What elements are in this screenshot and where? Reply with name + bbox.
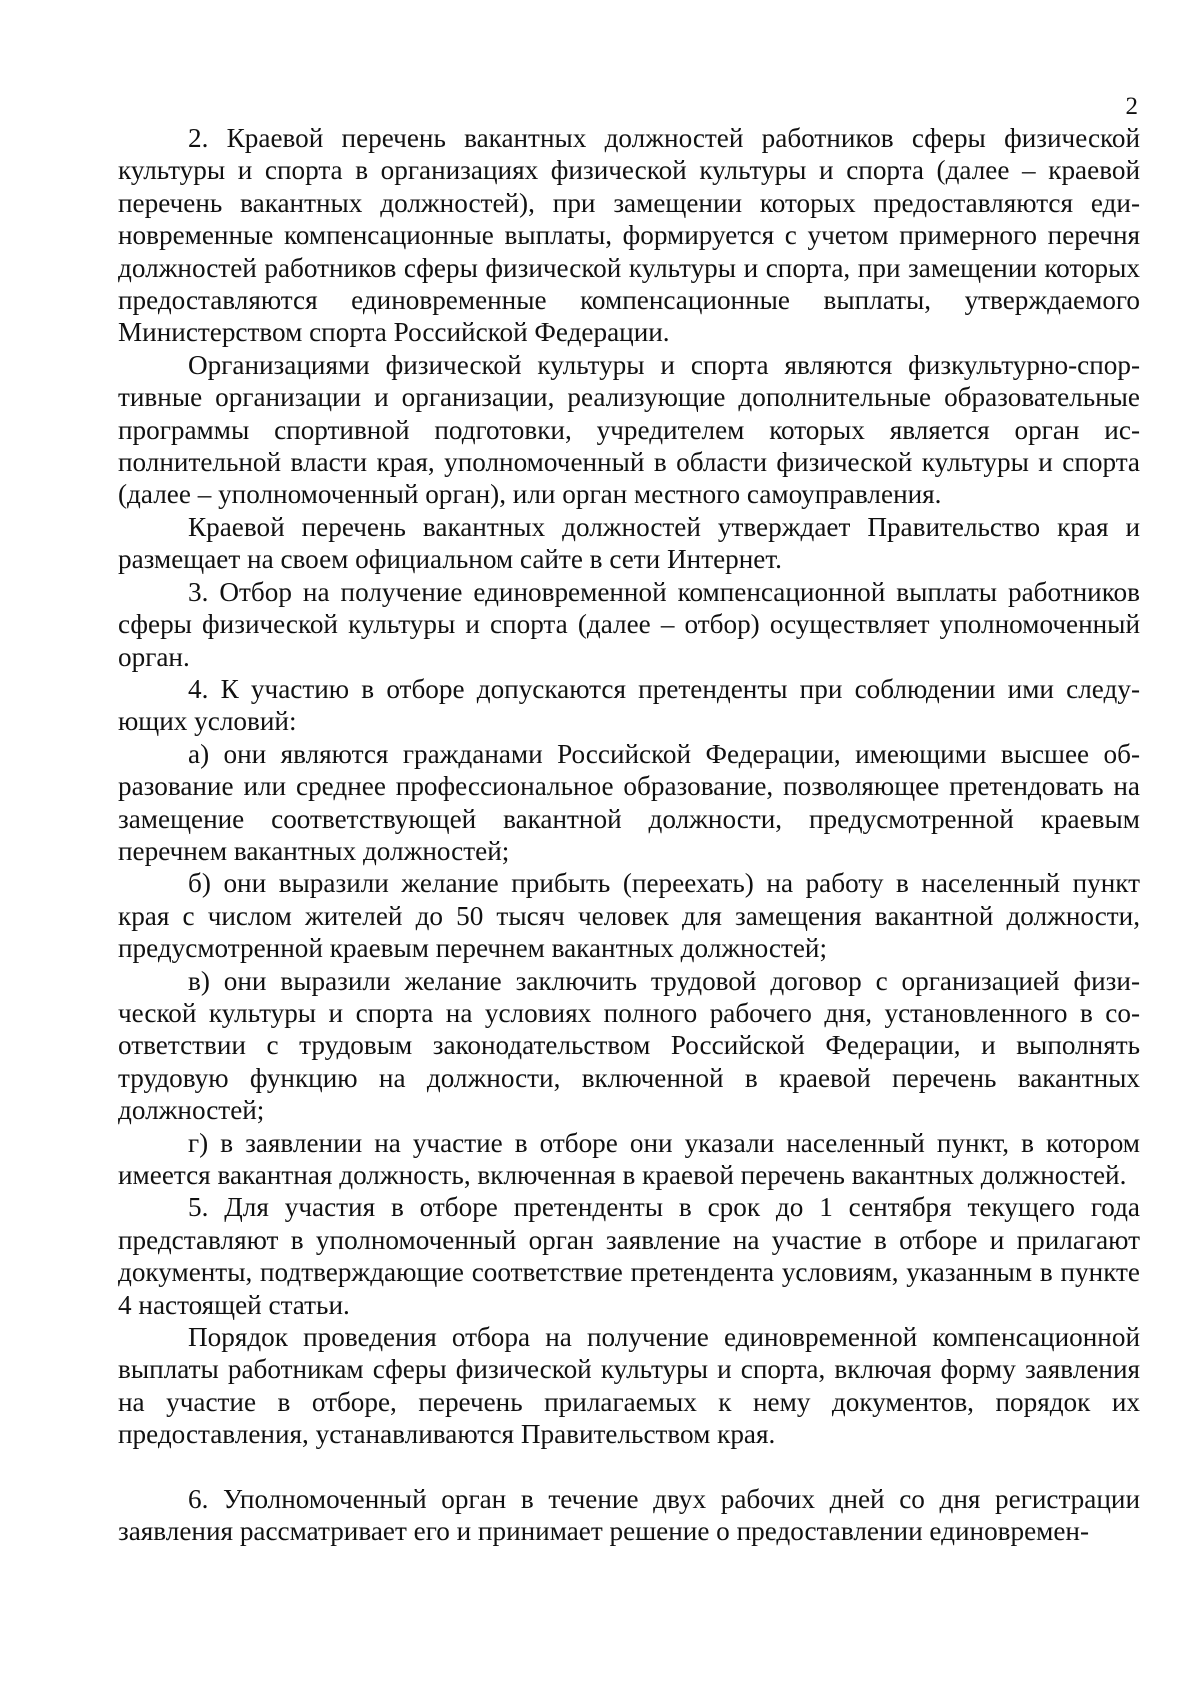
document-body: [118, 122, 1140, 1547]
paragraph-4-conditions: 4. К участию в отборе допускаются претенденты при соблюдении ими следующих условий:: [118, 673, 1140, 737]
paragraph-procedure: Порядок проведения отбора на получение единовременной компенсационной выплаты работникам сферы физической культуры и спорта, включая форму заявления на участие в отборе, перечень прилагаемых к нему документов, порядок их предоставления, устанавливаются Правительством края.: [118, 1322, 1140, 1450]
paragraph-2-intro: 2. Краевой перечень вакантных должностей работников сферы физической культуры и спорта в организациях физической культуры и спорта (далее – краевой перечень вакантных должностей), при замещении которых предоставляются единовременные компенсационные выплаты, формируется с учетом примерного перечня должностей работников сферы физической культуры и спорта, при замещении которых предоставляются единовременные компенсационные выплаты, утверждаемого Министерством спорта Российской Федерации.: [118, 123, 1140, 348]
condition-v: в) они выразили желание заключить трудовой договор с организацией физической культуры и спорта на условиях полного рабочего дня, установленного в соответствии с трудовым законодательством Российской Федерации, и выполнять трудовую функцию на должности, включенной в краевой перечень вакантных должностей;: [118, 965, 1140, 1126]
paragraph-3-selection: 3. Отбор на получение единовременной компенсационной выплаты работников сферы физической культуры и спорта (далее – отбор) осуществляет уполномоченный орган.: [118, 576, 1140, 672]
paragraph-list-approval: Краевой перечень вакантных должностей утверждает Правительство края и размещает на своем официальном сайте в сети Интернет.: [118, 511, 1140, 575]
condition-a: а) они являются гражданами Российской Федерации, имеющими высшее образование или среднее профессиональное образование, позволяющее претендовать на замещение соответствующей вакантной должности, предусмотренной краевым перечнем вакантных должностей;: [118, 738, 1140, 866]
condition-g: г) в заявлении на участие в отборе они указали населенный пункт, в котором имеется вакантная должность, включенная в краевой перечень вакантных должностей.: [118, 1127, 1140, 1190]
paragraph-organizations: Организациями физической культуры и спорта являются физкультурно-спортивные организации и организации, реализующие дополнительные образовательные программы спортивной подготовки, учредителем которых является орган исполнительной власти края, уполномоченный в области физической культуры и спорта (далее – уполномоченный орган), или орган местного самоуправления.: [118, 349, 1140, 510]
paragraph-5-application: 5. Для участия в отборе претенденты в срок до 1 сентября текущего года представляют в уполномоченный орган заявление на участие в отборе и прилагают документы, подтверждающие соответствие претендента условиям, указанным в пункте 4 настоящей статьи.: [118, 1192, 1140, 1320]
page-number: 2: [1125, 93, 1138, 120]
paragraph-6-decision: 6. Уполномоченный орган в течение двух рабочих дней со дня регистрации заявления рассматривает его и принимает решение о предоставлении единовремен-: [118, 1483, 1140, 1547]
condition-b: б) они выразили желание прибыть (переехать) на работу в населенный пункт края с числом жителей до 50 тысяч человек для замещения вакантной должности, предусмотренной краевым перечнем вакантных должностей;: [118, 868, 1140, 964]
